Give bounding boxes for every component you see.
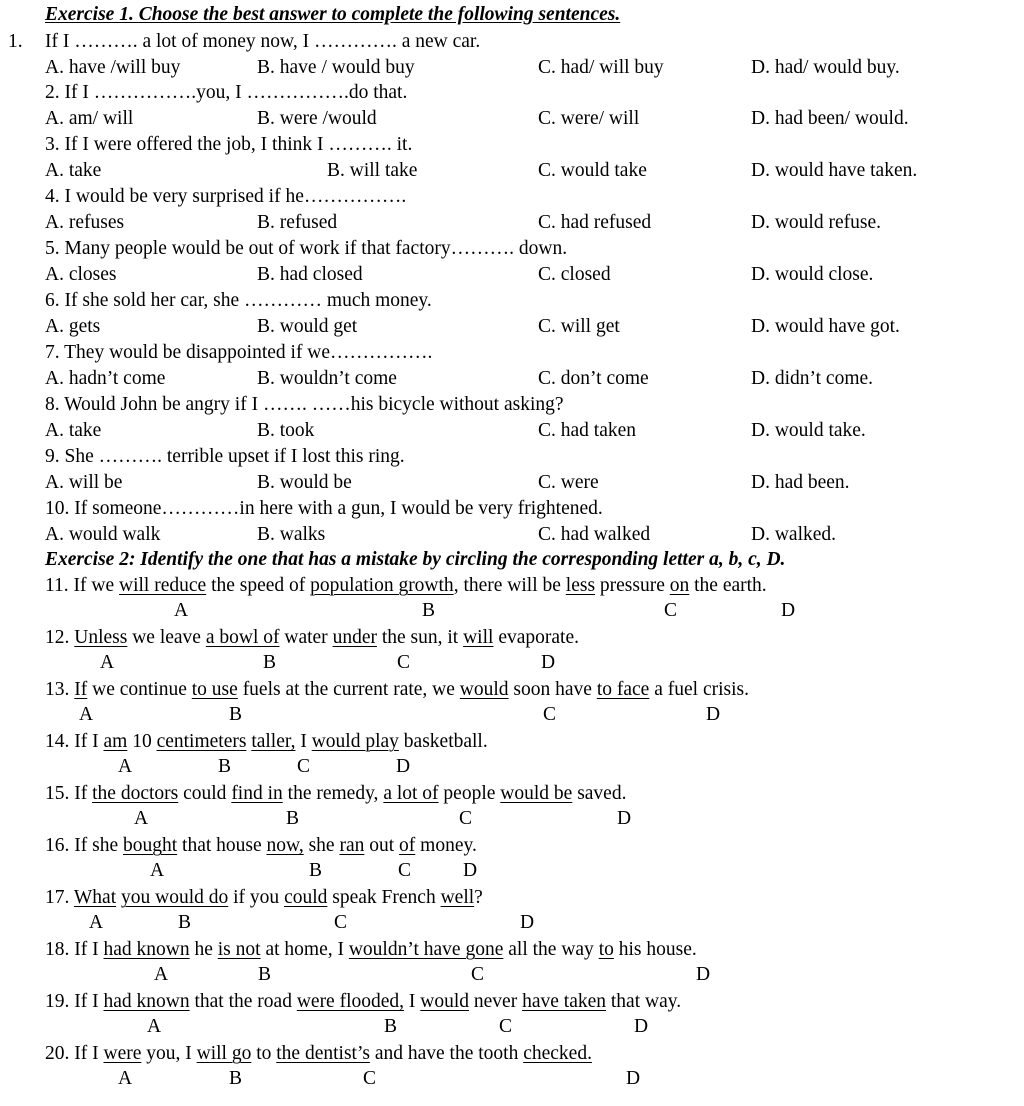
question-20: 20. If I were you, I will go to the dentist’s and have the tooth checked. [45,1043,592,1064]
q11-letter-c[interactable]: C [664,600,678,621]
q16-letter-b[interactable]: B [309,860,323,881]
q14-letter-c[interactable]: C [297,756,311,777]
q13-letter-d[interactable]: D [706,704,721,725]
q15-letter-b[interactable]: B [286,808,300,829]
q8-option-a[interactable]: A. take [45,420,102,441]
q9-option-d[interactable]: D. had been. [751,472,850,493]
question-7-stem: 7. They would be disappointed if we……………. [45,342,433,363]
q4-option-d[interactable]: D. would refuse. [751,212,881,233]
question-17: 17. What you would do if you could speak French well? [45,887,483,908]
q10-option-c[interactable]: C. had walked [538,524,651,545]
q17-letter-a[interactable]: A [89,912,104,933]
q16-part-a[interactable]: bought [122,835,178,856]
q20-part-c[interactable]: the dentist’s [276,1043,370,1064]
q15-part-d[interactable]: would be [500,783,573,804]
exercise2-title: Exercise 2: Identify the one that has a mistake by circling the corresponding letter a, b, c, D. [45,549,786,570]
q16-letter-c[interactable]: C [398,860,412,881]
q11-letter-d[interactable]: D [781,600,796,621]
q3-option-c[interactable]: C. would take [538,160,647,181]
q18-letter-c[interactable]: C [471,964,485,985]
q12-part-d[interactable]: will [463,627,494,648]
q5-option-d[interactable]: D. would close. [751,264,874,285]
q11-letter-b[interactable]: B [422,600,436,621]
q4-option-a[interactable]: A. refuses [45,212,125,233]
q15-part-b[interactable]: find in [231,783,283,804]
q8-option-c[interactable]: C. had taken [538,420,637,441]
exercise1-title: Exercise 1. Choose the best answer to complete the following sentences. [45,4,621,25]
q19-letter-c[interactable]: C [499,1016,513,1037]
question-8-stem: 8. Would John be angry if I ……. ……his bicycle without asking? [45,394,564,415]
q9-option-a[interactable]: A. will be [45,472,123,493]
question-19: 19. If I had known that the road were flooded, I would never have taken that way. [45,991,682,1012]
q15-part-c[interactable]: a lot of [383,783,439,804]
q18-part-d[interactable]: to [598,939,614,960]
question-5-stem: 5. Many people would be out of work if that factory………. down. [45,238,568,259]
q3-option-a[interactable]: A. take [45,160,102,181]
q13-part-c[interactable]: would [459,679,509,700]
q14-part-d[interactable]: would play [311,731,399,752]
q1-option-c[interactable]: C. had/ will buy [538,57,664,78]
question-11: 11. If we will reduce the speed of population growth, there will be less pressure on the earth. [45,575,767,596]
q13-part-a[interactable]: If [74,679,88,700]
question-1-stem: If I ………. a lot of money now, I …………. a new car. [45,31,481,52]
q20-part-b[interactable]: will go [196,1043,252,1064]
q13-letter-b[interactable]: B [229,704,243,725]
question-16: 16. If she bought that house now, she ran out of money. [45,835,477,856]
q14-letter-b[interactable]: B [218,756,232,777]
q13-letter-a[interactable]: A [79,704,94,725]
q6-option-b[interactable]: B. would get [257,316,358,337]
q8-option-d[interactable]: D. would take. [751,420,866,441]
q5-option-b[interactable]: B. had closed [257,264,363,285]
q7-option-d[interactable]: D. didn’t come. [751,368,874,389]
q11-part-a[interactable]: will reduce [119,575,207,596]
question-12: 12. Unless we leave a bowl of water under the sun, it will evaporate. [45,627,579,648]
q11-part-d[interactable]: on [669,575,690,596]
q13-part-b[interactable]: to use [191,679,238,700]
q20-letter-d[interactable]: D [626,1068,641,1089]
q19-letter-d[interactable]: D [634,1016,649,1037]
q1-option-a[interactable]: A. have /will buy [45,57,181,78]
q9-option-b[interactable]: B. would be [257,472,352,493]
q8-option-b[interactable]: B. took [257,420,315,441]
q2-option-b[interactable]: B. were /would [257,108,377,129]
q15-letter-a[interactable]: A [134,808,149,829]
q14-letter-d[interactable]: D [396,756,411,777]
q15-letter-c[interactable]: C [459,808,473,829]
q20-letter-c[interactable]: C [363,1068,377,1089]
question-14: 14. If I am 10 centimeters taller, I would play basketball. [45,731,488,752]
q16-letter-d[interactable]: D [463,860,478,881]
q4-option-b[interactable]: B. refused [257,212,338,233]
q17-letter-c[interactable]: C [334,912,348,933]
q18-letter-d[interactable]: D [696,964,711,985]
q17-part-a[interactable]: What [73,887,117,908]
question-6-stem: 6. If she sold her car, she ………… much money. [45,290,432,311]
q10-option-b[interactable]: B. walks [257,524,326,545]
q11-letter-a[interactable]: A [174,600,189,621]
q12-letter-c[interactable]: C [397,652,411,673]
q2-option-a[interactable]: A. am/ will [45,108,134,129]
q19-part-d[interactable]: have taken [522,991,607,1012]
question-4-stem: 4. I would be very surprised if he……………. [45,186,407,207]
q1-option-d[interactable]: D. had/ would buy. [751,57,900,78]
q3-option-b[interactable]: B. will take [327,160,418,181]
q16-part-b[interactable]: now, [266,835,304,856]
q9-option-c[interactable]: C. were [538,472,599,493]
q12-part-b[interactable]: a bowl of [205,627,280,648]
question-1-number: 1. [8,31,23,52]
q17-part-b[interactable]: you would do [121,887,229,908]
q18-letter-a[interactable]: A [154,964,169,985]
q12-part-a[interactable]: Unless [74,627,128,648]
question-3-stem: 3. If I were offered the job, I think I ………. it. [45,134,413,155]
q18-part-b[interactable]: is not [217,939,261,960]
q1-option-b[interactable]: B. have / would buy [257,57,415,78]
question-2-stem: 2. If I …………….you, I …………….do that. [45,82,408,103]
q6-option-a[interactable]: A. gets [45,316,101,337]
q11-part-b[interactable]: population growth [310,575,454,596]
q7-option-b[interactable]: B. wouldn’t come [257,368,397,389]
q11-part-c[interactable]: less [565,575,596,596]
q17-letter-d[interactable]: D [520,912,535,933]
q2-option-d[interactable]: D. had been/ would. [751,108,909,129]
question-10-stem: 10. If someone…………in here with a gun, I would be very frightened. [45,498,603,519]
q12-letter-a[interactable]: A [100,652,115,673]
q13-letter-c[interactable]: C [543,704,557,725]
q17-letter-b[interactable]: B [178,912,192,933]
q19-letter-b[interactable]: B [384,1016,398,1037]
q20-letter-b[interactable]: B [229,1068,243,1089]
q19-part-c[interactable]: would [420,991,470,1012]
q7-option-c[interactable]: C. don’t come [538,368,649,389]
q6-option-c[interactable]: C. will get [538,316,620,337]
q16-letter-a[interactable]: A [150,860,165,881]
question-18: 18. If I had known he is not at home, I wouldn’t have gone all the way to his house. [45,939,697,960]
q18-part-a[interactable]: had known [103,939,190,960]
q20-letter-a[interactable]: A [118,1068,133,1089]
q5-option-c[interactable]: C. closed [538,264,611,285]
q6-option-d[interactable]: D. would have got. [751,316,900,337]
q4-option-c[interactable]: C. had refused [538,212,652,233]
q20-part-a[interactable]: were [103,1043,142,1064]
q2-option-c[interactable]: C. were/ will [538,108,640,129]
q14-letter-a[interactable]: A [118,756,133,777]
q17-part-c[interactable]: could [284,887,328,908]
q20-part-d[interactable]: checked. [523,1043,592,1064]
q7-option-a[interactable]: A. hadn’t come [45,368,166,389]
question-9-stem: 9. She ………. terrible upset if I lost this ring. [45,446,405,467]
q14-part-b[interactable]: centimeters [156,731,247,752]
q18-letter-b[interactable]: B [258,964,272,985]
q19-letter-a[interactable]: A [147,1016,162,1037]
q14-part-a[interactable]: am [103,731,128,752]
q5-option-a[interactable]: A. closes [45,264,117,285]
question-13: 13. If we continue to use fuels at the current rate, we would soon have to face a fuel crisis. [45,679,749,700]
q17-part-d[interactable]: well [440,887,475,908]
q14-part-c[interactable]: taller, [251,731,296,752]
question-15: 15. If the doctors could find in the remedy, a lot of people would be saved. [45,783,627,804]
q3-option-d[interactable]: D. would have taken. [751,160,918,181]
q12-letter-b[interactable]: B [263,652,277,673]
q13-part-d[interactable]: to face [596,679,650,700]
q15-letter-d[interactable]: D [617,808,632,829]
q15-part-a[interactable]: the doctors [92,783,179,804]
q10-option-a[interactable]: A. would walk [45,524,161,545]
q16-part-d[interactable]: of [399,835,416,856]
q19-part-a[interactable]: had known [103,991,190,1012]
q12-letter-d[interactable]: D [541,652,556,673]
q12-part-c[interactable]: under [332,627,377,648]
q19-part-b[interactable]: were flooded, [296,991,405,1012]
q18-part-c[interactable]: wouldn’t have gone [348,939,504,960]
q10-option-d[interactable]: D. walked. [751,524,837,545]
q16-part-c[interactable]: ran [339,835,365,856]
